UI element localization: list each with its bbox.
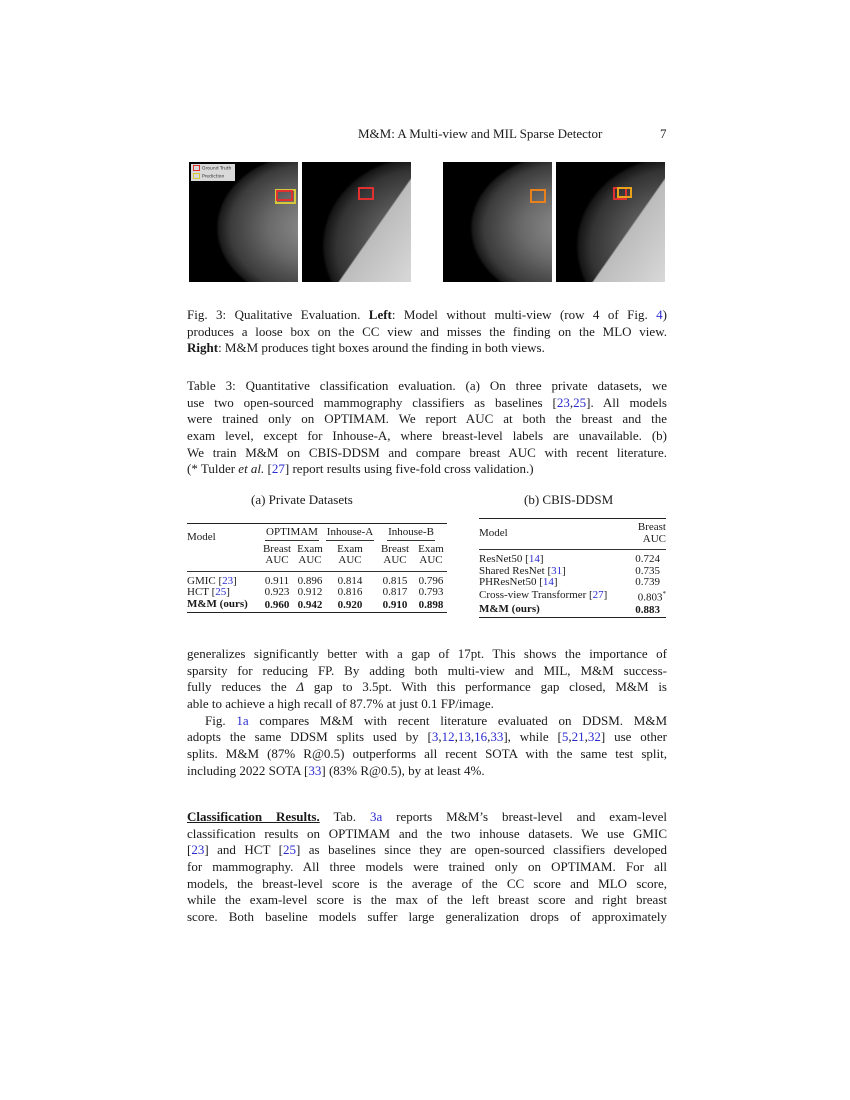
text: ,	[487, 729, 491, 745]
text: reports M&M’s breast-level and exam-level	[382, 809, 668, 824]
cell: 0.735	[635, 564, 660, 577]
text: splits. M&M (87% R@0.5) outperforms all recent SOTA with the same test split,	[187, 746, 667, 762]
body-paragraph-detection	[187, 646, 667, 780]
mammogram-right-mlo	[556, 162, 665, 282]
cell: 0.910	[382, 598, 408, 611]
text: ] use other	[600, 729, 667, 745]
cell: 0.796	[418, 574, 444, 587]
model-name: Cross-view Transformer	[479, 589, 587, 602]
text-line	[187, 826, 667, 843]
text: We train M&M on CBIS-DDSM and compare breast AUC with recent literature.	[187, 444, 667, 460]
col-header: Exam AUC	[297, 542, 323, 566]
text: score. Both baseline models suffer large generalization drops of approximately	[187, 909, 667, 925]
italic-text: et al.	[238, 461, 265, 477]
text: Tab.	[319, 809, 370, 824]
table-row: GMIC [23] 0.911 0.896 0.814 0.815 0.796	[187, 571, 447, 587]
text-line	[187, 679, 667, 696]
text-line	[187, 809, 667, 826]
citation-link[interactable]: 23	[556, 394, 570, 410]
text: ,	[568, 729, 572, 745]
text-line	[187, 411, 667, 428]
model-name: Shared ResNet	[479, 564, 545, 577]
running-title: M&M: A Multi-view and MIL Sparse Detector	[358, 126, 603, 141]
table-row: Shared ResNet [31] 0.735	[479, 566, 666, 578]
text: ,	[584, 729, 588, 745]
text: use two open-sourced mammography classifiers as baselines [	[187, 394, 557, 410]
text-line	[187, 909, 667, 926]
text: )	[662, 307, 668, 322]
citation-link[interactable]: 12	[441, 729, 455, 745]
text-line	[187, 378, 667, 395]
citation-link[interactable]: 23	[222, 574, 234, 587]
citation-link[interactable]: 14	[528, 553, 540, 565]
cell: 0.942	[297, 598, 323, 611]
text: Table 3: Quantitative classification evaluation. (a) On three private datasets, we	[187, 378, 667, 393]
table-a-subcaption: (a) Private Datasets	[251, 492, 353, 507]
text: gap to 3.5pt. With this performance gap closed, M&M is	[304, 679, 667, 695]
footnote-mark: *	[662, 589, 666, 598]
citation-link[interactable]: 27	[592, 589, 604, 602]
citation-link[interactable]: 1a	[236, 712, 249, 728]
text-line	[187, 663, 667, 680]
text-line	[187, 428, 667, 445]
bold-text: Right	[187, 340, 219, 356]
mammogram-right-cc	[443, 162, 552, 282]
table-caption	[187, 378, 667, 478]
col-header: Breast AUC	[637, 521, 666, 545]
group-inhouse-b: Inhouse-B	[387, 527, 435, 542]
citation-link[interactable]: 27	[271, 461, 285, 477]
col-header: Breast AUC	[380, 542, 410, 566]
cell: 0.896	[297, 574, 323, 587]
cell: 0.814	[337, 574, 363, 587]
legend-prediction: Prediction	[202, 174, 225, 179]
cell: 0.883	[635, 603, 660, 616]
group-inhouse-a: Inhouse-A	[326, 527, 374, 542]
cell: 0.923	[264, 586, 290, 598]
legend-ground-truth: Ground Truth	[202, 166, 232, 172]
cell: 0.793	[418, 586, 444, 598]
citation-link[interactable]: 25	[282, 842, 296, 858]
text: able to achieve a high recall of 87.7% at just 0.1 FP/image.	[187, 696, 494, 712]
cell: 0.815	[382, 574, 408, 587]
text-line	[187, 445, 667, 462]
text-line	[187, 892, 667, 909]
text-line	[187, 340, 667, 357]
citation-link[interactable]: 16	[474, 729, 488, 745]
citation-link[interactable]: 33	[308, 762, 322, 778]
cell: 0.803	[637, 591, 663, 604]
text: ]. All models	[586, 394, 667, 410]
model-name: M&M (ours)	[479, 602, 540, 615]
prediction-swatch	[193, 173, 200, 179]
text-line	[187, 646, 667, 663]
table-cbis-ddsm	[479, 518, 666, 618]
model-header: Model	[479, 526, 508, 539]
text-line	[187, 324, 667, 341]
table-row	[479, 604, 666, 618]
text: models, the breast-level score is the average of the CC score and MLO score,	[187, 875, 667, 891]
text: Fig. 3: Qualitative Evaluation.	[187, 307, 369, 322]
text: generalizes significantly better with a gap of 17pt. This shows the importance of	[187, 646, 667, 661]
ground-truth-swatch	[193, 165, 200, 171]
overlap-box	[530, 189, 546, 203]
citation-link[interactable]: 23	[191, 842, 205, 858]
table-row: PHResNet50 [14] 0.739	[479, 577, 666, 589]
model-name: ResNet50	[479, 553, 523, 565]
model-header: Model	[187, 531, 216, 543]
text-line	[187, 461, 667, 478]
text: compares M&M with recent literature evaluated on DDSM. M&M	[248, 712, 668, 728]
ground-truth-box	[358, 187, 374, 200]
text: ,	[470, 729, 475, 745]
text-line	[187, 307, 667, 324]
text: produces a loose box on the CC view and misses the finding on the MLO view.	[187, 323, 667, 339]
section-heading: Classification Results.	[187, 809, 320, 824]
text: : Model without multi-view (row 4 of Fig.	[391, 307, 657, 322]
text: ,	[569, 394, 574, 410]
table-row: HCT [25] 0.923 0.912 0.816 0.817 0.793	[187, 587, 447, 599]
citation-link[interactable]: 5	[561, 729, 569, 745]
text: : M&M produces tight boxes around the finding in both views.	[218, 340, 545, 356]
text-line	[187, 876, 667, 893]
text: ] report results using five-fold cross validation.)	[284, 461, 534, 477]
page-number: 7	[660, 126, 667, 141]
text: exam level, except for Inhouse-A, where breast-level labels are unavailable. (b)	[187, 428, 667, 444]
text: including 2022 SOTA [	[187, 762, 309, 778]
text-line	[187, 713, 667, 730]
citation-link[interactable]: 25	[573, 394, 587, 410]
group-optimam: OPTIMAM	[265, 527, 319, 542]
text: (* Tulder	[187, 461, 239, 477]
col-header: Exam AUC	[418, 542, 444, 566]
cell: 0.739	[635, 576, 660, 588]
body-paragraph-classification	[187, 809, 667, 926]
mammogram-left-mlo	[302, 162, 411, 282]
col-header: Breast AUC	[262, 542, 292, 566]
text: sparsity for reducing FP. By adding both multi-view and MIL, M&M success-	[187, 662, 667, 678]
text: Fig.	[205, 712, 237, 728]
text: adopts the same DDSM splits used by [	[187, 729, 432, 745]
bold-text: Left	[368, 307, 392, 322]
prediction-box	[617, 187, 632, 198]
col-header: Exam AUC	[337, 542, 363, 566]
citation-link[interactable]: 4	[656, 307, 663, 322]
table-b-subcaption: (b) CBIS-DDSM	[524, 492, 614, 507]
cell: 0.912	[297, 586, 323, 598]
text: for mammography. All three models were trained only on OPTIMAM. For all	[187, 859, 667, 875]
ground-truth-box	[276, 190, 293, 201]
text: ,	[454, 729, 458, 745]
cell: 0.898	[418, 598, 444, 611]
text: ] and HCT [	[204, 842, 283, 858]
citation-link[interactable]: 33	[490, 729, 504, 745]
citation-link[interactable]: 32	[587, 729, 601, 745]
text-line	[187, 729, 667, 746]
model-name: HCT	[187, 586, 209, 598]
italic-text: Δ	[296, 679, 305, 695]
model-name: PHResNet50	[479, 576, 537, 588]
text-line	[187, 859, 667, 876]
text-line	[187, 842, 667, 859]
citation-link[interactable]: 3	[431, 729, 439, 745]
figure-legend	[191, 164, 235, 181]
text: ,	[438, 729, 442, 745]
cell: 0.920	[337, 598, 363, 611]
citation-link[interactable]: 14	[542, 576, 554, 588]
citation-link[interactable]: 21	[571, 729, 585, 745]
text: classification results on OPTIMAM and the two inhouse datasets. We use GMIC	[187, 825, 667, 841]
text: while the exam-level score is the max of the left breast score and right breast	[187, 892, 667, 908]
citation-link[interactable]: 13	[457, 729, 471, 745]
text: ] (83% R@0.5), by at least 4%.	[321, 762, 485, 778]
text-line	[187, 696, 667, 713]
text: were trained only on OPTIMAM. We report AUC at both the breast and the	[187, 411, 667, 427]
table-row: Cross-view Transformer [27] 0.803*	[479, 589, 666, 604]
figure-caption	[187, 307, 667, 357]
table-private-datasets	[187, 523, 447, 613]
text: ], while [	[503, 729, 562, 745]
text: [	[187, 842, 192, 858]
citation-link[interactable]: 25	[215, 586, 227, 598]
model-name: GMIC	[187, 574, 216, 587]
text: fully reduces the	[187, 679, 297, 695]
text-line	[187, 746, 667, 763]
table-row	[187, 599, 447, 613]
text-line	[187, 395, 667, 412]
text: [	[264, 461, 272, 477]
model-name: M&M (ours)	[187, 597, 248, 610]
cell: 0.911	[264, 574, 290, 587]
cell: 0.724	[635, 553, 660, 565]
cell: 0.816	[337, 586, 363, 598]
text-line	[187, 763, 667, 780]
cell: 0.817	[382, 586, 408, 598]
citation-link[interactable]: 3a	[369, 809, 383, 824]
table-row: ResNet50 [14] 0.724	[479, 550, 666, 566]
text: ] as baselines since they are open-sourced classifiers developed	[295, 842, 668, 858]
citation-link[interactable]: 31	[551, 564, 563, 577]
cell: 0.960	[264, 598, 290, 611]
